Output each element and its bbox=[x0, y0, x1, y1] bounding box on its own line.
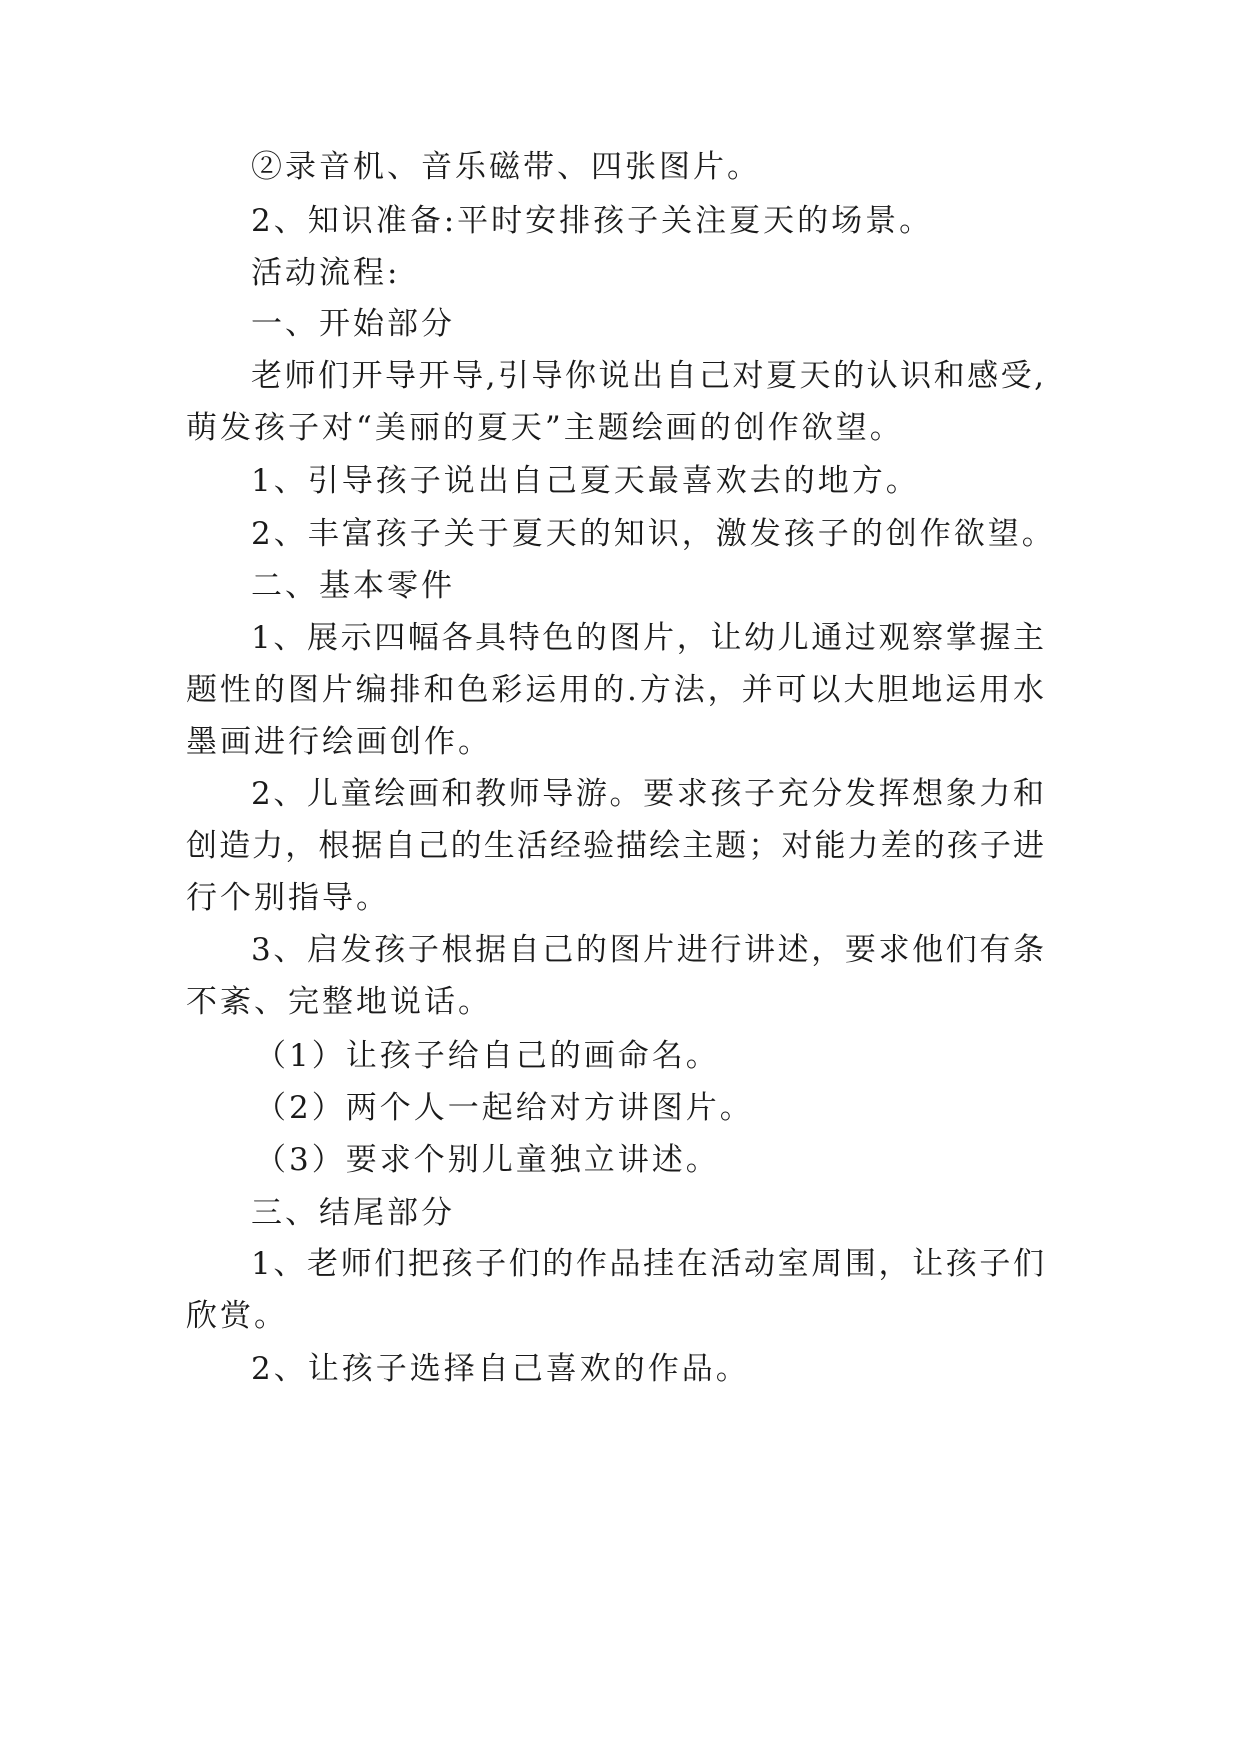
text-line-13: 2、儿童绘画和教师导游。要求孩子充分发挥想象力和 bbox=[251, 776, 1044, 812]
text-line-19: （2）两个人一起给对方讲图片。 bbox=[255, 1090, 754, 1126]
text-line-2: 2、知识准备:平时安排孩子关注夏天的场景。 bbox=[251, 203, 934, 239]
text-line-9: 二、基本零件 bbox=[251, 568, 455, 604]
text-line-20: （3）要求个别儿童独立讲述。 bbox=[255, 1142, 720, 1178]
text-line-10: 1、展示四幅各具特色的图片，让幼儿通过观察掌握主 bbox=[251, 620, 1044, 656]
text-line-21: 三、结尾部分 bbox=[251, 1195, 455, 1231]
text-line-7: 1、引导孩子说出自己夏天最喜欢去的地方。 bbox=[251, 463, 920, 499]
text-line-18: （1）让孩子给自己的画命名。 bbox=[255, 1038, 720, 1074]
text-line-23: 欣赏。 bbox=[186, 1298, 288, 1334]
text-line-5: 老师们开导开导,引导你说出自己对夏天的认识和感受, bbox=[251, 358, 1044, 394]
text-line-1: ②录音机、音乐磁带、四张图片。 bbox=[251, 149, 761, 185]
text-line-3: 活动流程: bbox=[251, 255, 401, 291]
text-line-12: 墨画进行绘画创作。 bbox=[186, 724, 492, 760]
text-line-14: 创造力，根据自己的生活经验描绘主题；对能力差的孩子进 bbox=[186, 828, 1044, 864]
text-line-6: 萌发孩子对“美丽的夏天”主题绘画的创作欲望。 bbox=[186, 410, 904, 446]
text-line-22: 1、老师们把孩子们的作品挂在活动室周围，让孩子们 bbox=[251, 1246, 1044, 1282]
text-line-8: 2、丰富孩子关于夏天的知识，激发孩子的创作欲望。 bbox=[251, 516, 1056, 552]
text-line-17: 不紊、完整地说话。 bbox=[186, 984, 492, 1020]
text-line-24: 2、让孩子选择自己喜欢的作品。 bbox=[251, 1351, 750, 1387]
text-line-15: 行个别指导。 bbox=[186, 880, 390, 916]
text-line-16: 3、启发孩子根据自己的图片进行讲述，要求他们有条 bbox=[251, 932, 1044, 968]
text-line-4: 一、开始部分 bbox=[251, 306, 455, 342]
text-line-11: 题性的图片编排和色彩运用的.方法，并可以大胆地运用水 bbox=[186, 672, 1044, 708]
